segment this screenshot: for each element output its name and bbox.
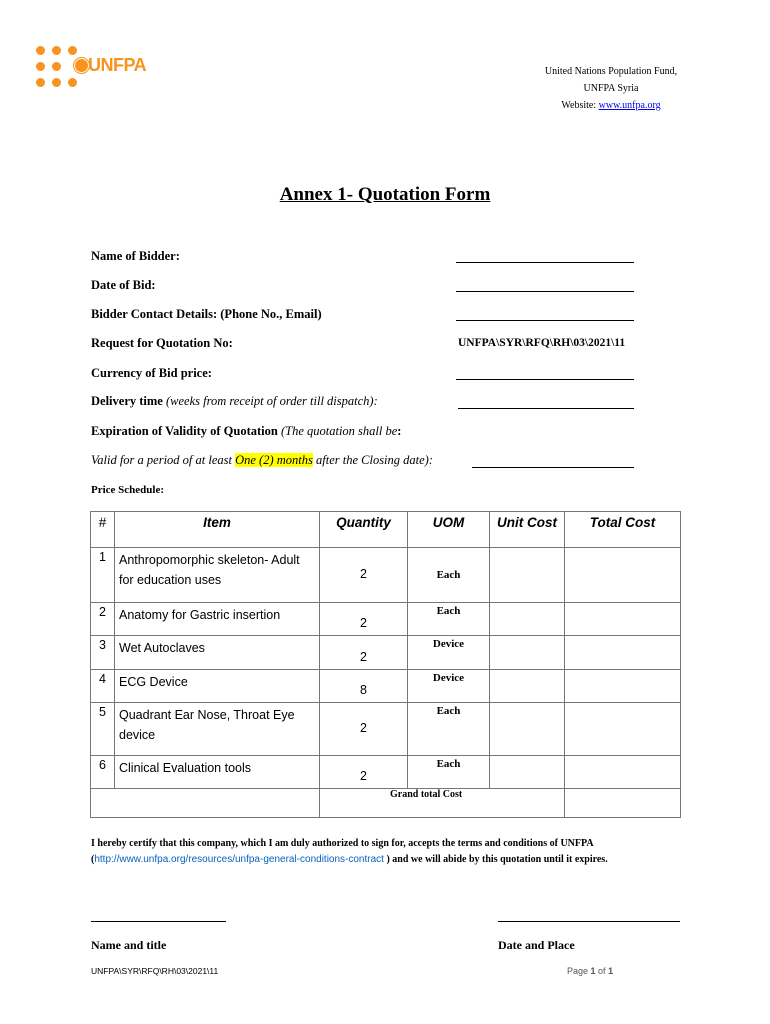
expiration-note: (The quotation shall be — [280, 424, 398, 438]
total-cost-cell[interactable] — [565, 703, 681, 756]
page-title: Annex 1- Quotation Form — [279, 184, 491, 205]
bid-date-label: Date of Bid: — [91, 278, 156, 292]
website-link[interactable]: www.unfpa.org — [598, 100, 661, 111]
rfq-label: Request for Quotation No: — [91, 336, 233, 350]
price-schedule-table — [90, 511, 681, 818]
delivery-label: Delivery time (weeks from receipt of order till dispatch): — [91, 394, 378, 408]
header-item: Item — [115, 512, 320, 548]
grand-total-row — [91, 789, 681, 818]
validity-field[interactable] — [472, 467, 634, 468]
item-name: Quadrant Ear Nose, Throat Eye device — [115, 703, 320, 756]
item-name: Anatomy for Gastric insertion — [115, 603, 320, 636]
total-cost-cell[interactable] — [565, 636, 681, 670]
footer-reference: UNFPA\SYR\RFQ\RH\03\2021\11 — [91, 966, 219, 976]
logo-wordmark: UNFPA — [88, 55, 147, 75]
org-header — [480, 63, 742, 114]
name-title-label: Name and title — [91, 938, 167, 952]
item-uom: Each — [408, 603, 490, 636]
bid-date-field[interactable] — [456, 291, 634, 292]
unit-cost-cell[interactable] — [490, 548, 565, 603]
table-row: 3 Wet Autoclaves 2 Device — [91, 636, 681, 670]
globe-icon — [74, 58, 89, 73]
expiration-label: Expiration of Validity of Quotation (The quotation shall be: — [91, 424, 402, 438]
item-name: ECG Device — [115, 670, 320, 703]
grand-total-cell[interactable] — [565, 789, 681, 818]
page-number: Page 1 of 1 — [567, 966, 614, 976]
unit-cost-cell[interactable] — [490, 636, 565, 670]
name-title-signature-line[interactable] — [91, 921, 226, 922]
item-qty: 2 — [320, 603, 408, 636]
org-country: UNFPA Syria — [583, 83, 639, 94]
unit-cost-cell[interactable] — [490, 756, 565, 789]
item-qty: 8 — [320, 670, 408, 703]
item-name: Clinical Evaluation tools — [115, 756, 320, 789]
item-qty: 2 — [320, 756, 408, 789]
item-qty: 2 — [320, 548, 408, 603]
validity-line: Valid for a period of at least One (2) months after the Closing date): — [91, 453, 433, 467]
item-uom: Device — [408, 636, 490, 670]
total-cost-cell[interactable] — [565, 548, 681, 603]
table-header-row — [91, 512, 681, 548]
header-total-cost: Total Cost — [565, 512, 681, 548]
header-unit-cost: Unit Cost — [490, 512, 565, 548]
unit-cost-cell[interactable] — [490, 603, 565, 636]
grand-total-label: Grand total Cost — [320, 789, 565, 818]
item-name: Anthropomorphic skeleton- Adult for education uses — [115, 548, 320, 603]
unfpa-logo — [36, 42, 147, 86]
item-qty: 2 — [320, 703, 408, 756]
header-uom: UOM — [408, 512, 490, 548]
contact-field[interactable] — [456, 320, 634, 321]
item-uom: Each — [408, 756, 490, 789]
validity-highlight: One (2) months — [235, 453, 313, 467]
date-place-label: Date and Place — [498, 938, 575, 952]
total-cost-cell[interactable] — [565, 756, 681, 789]
date-place-signature-line[interactable] — [498, 921, 680, 922]
header-qty: Quantity — [320, 512, 408, 548]
item-uom: Each — [408, 548, 490, 603]
certification-text: I hereby certify that this company, which I am duly authorized to sign for, accepts the terms and conditions of UNFPA (http://www.unfpa.org/resources/unfpa-general-conditions-contract ) and we will abide by this quotation until it expires. — [91, 838, 608, 865]
bidder-name-field[interactable] — [456, 262, 634, 263]
org-website: Website: www.unfpa.org — [561, 100, 661, 111]
table-row: 6 Clinical Evaluation tools 2 Each — [91, 756, 681, 789]
currency-field[interactable] — [456, 379, 634, 380]
delivery-note: (weeks from receipt of order till dispatch): — [165, 394, 378, 408]
item-name: Wet Autoclaves — [115, 636, 320, 670]
currency-label: Currency of Bid price: — [91, 366, 212, 380]
item-qty: 2 — [320, 636, 408, 670]
total-cost-cell[interactable] — [565, 670, 681, 703]
header-num: # — [91, 512, 115, 548]
delivery-field[interactable] — [458, 408, 634, 409]
table-row: 5 Quadrant Ear Nose, Throat Eye device 2 Each — [91, 703, 681, 756]
unit-cost-cell[interactable] — [490, 670, 565, 703]
contact-label: Bidder Contact Details: (Phone No., Email) — [91, 307, 322, 321]
org-name: United Nations Population Fund, — [544, 66, 678, 77]
rfq-number: UNFPA\SYR\RFQ\RH\03\2021\11 — [458, 337, 626, 349]
total-cost-cell[interactable] — [565, 603, 681, 636]
price-schedule-label: Price Schedule: — [91, 484, 165, 496]
conditions-link[interactable]: http://www.unfpa.org/resources/unfpa-general-conditions-contract — [94, 854, 384, 865]
unit-cost-cell[interactable] — [490, 703, 565, 756]
table-row: 1 Anthropomorphic skeleton- Adult for education uses 2 Each — [91, 548, 681, 603]
table-row: 2 Anatomy for Gastric insertion 2 Each — [91, 603, 681, 636]
bidder-name-label: Name of Bidder: — [91, 249, 180, 263]
table-row: 4 ECG Device 8 Device — [91, 670, 681, 703]
item-uom: Each — [408, 703, 490, 756]
item-uom: Device — [408, 670, 490, 703]
